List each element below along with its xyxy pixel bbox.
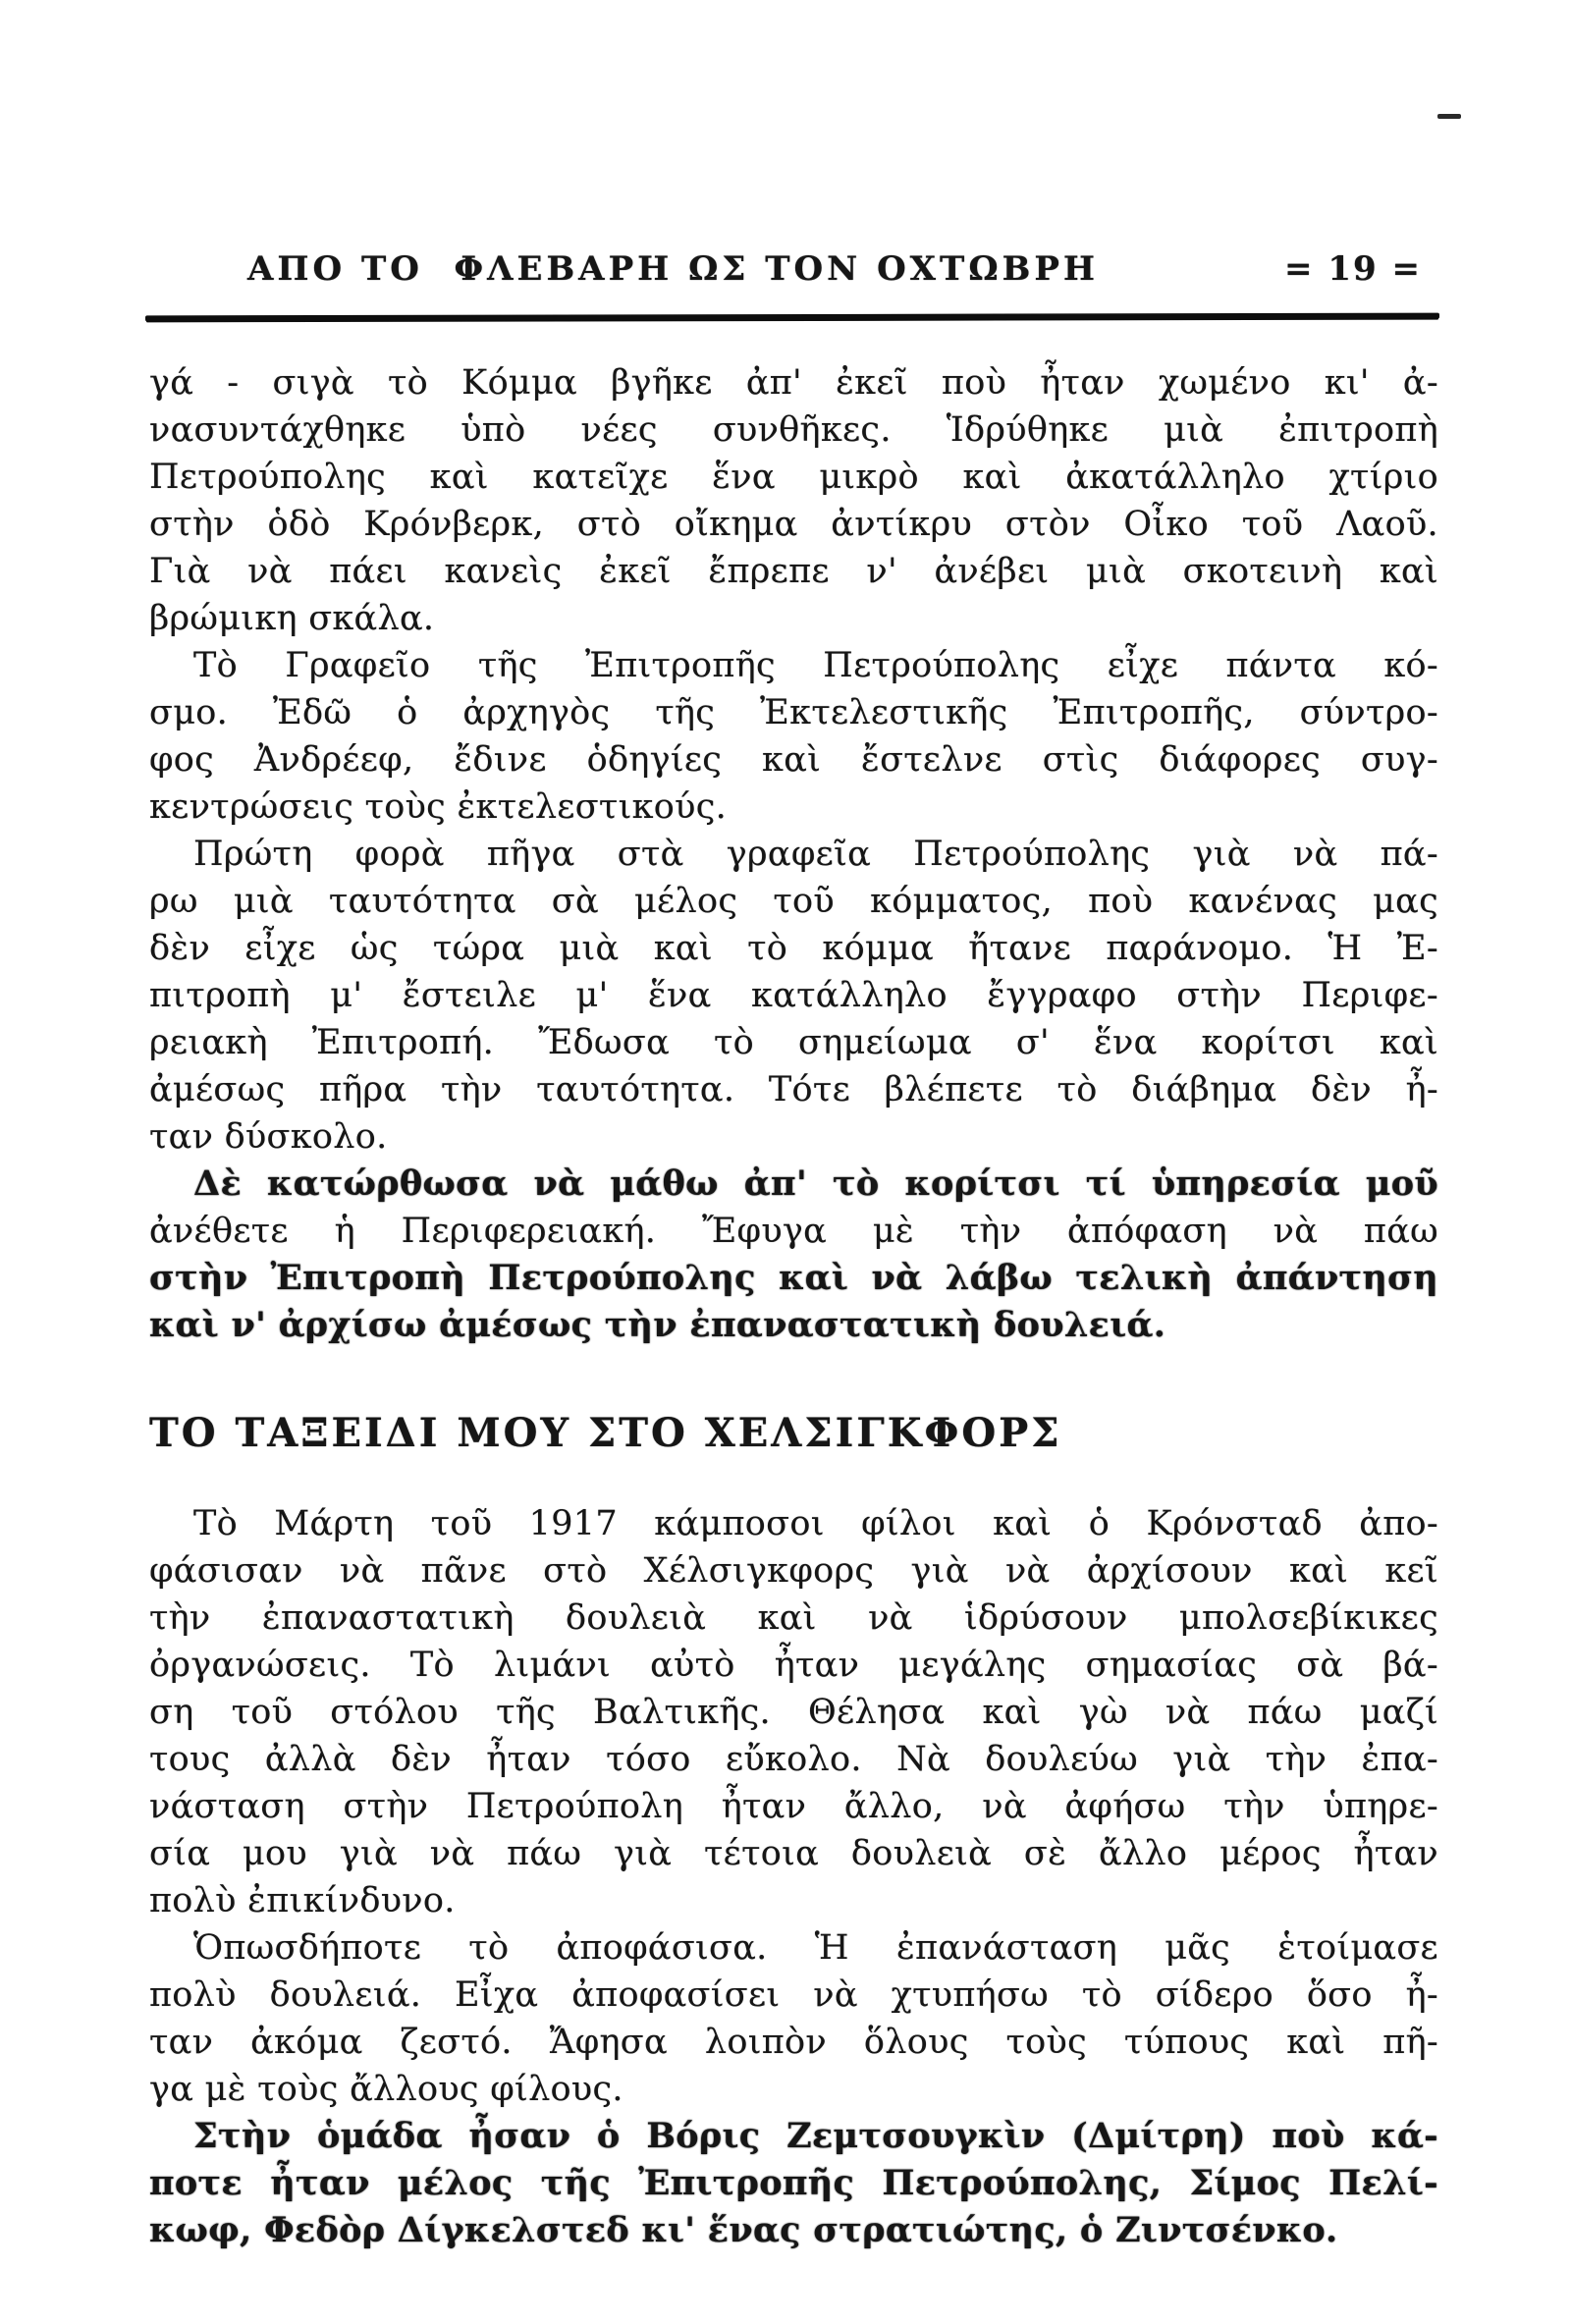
header-rule [145, 313, 1439, 322]
text-line: στὴν Ἐπιτροπὴ Πετρούπολης καὶ νὰ λάβω τελικὴ ἀπάντηση [149, 1258, 1438, 1298]
paragraph [149, 831, 1438, 1161]
text-line: ταν ἀκόμα ζεστό. Ἄφησα λοιπὸν ὅλους τοὺς τύπους καὶ πῆ- [149, 2023, 1438, 2062]
text-line: ταν δύσκολο. [149, 1117, 388, 1157]
text-line: Γιὰ νὰ πάει κανεὶς ἐκεῖ ἔπρεπε ν' ἀνέβει μιὰ σκοτεινὴ καὶ [149, 552, 1438, 591]
body-text [149, 359, 1438, 2254]
text-line: νάσταση στὴν Πετρούπολη ἦταν ἄλλο, νὰ ἀφήσω τὴν ὑπηρε- [149, 1787, 1438, 1826]
paragraph [149, 1161, 1438, 1349]
text-line: πολὺ δουλειά. Εἶχα ἀποφασίσει νὰ χτυπήσω τὸ σίδερο ὅσο ἦ- [149, 1975, 1438, 2015]
section-heading: ΤΟ ΤΑΞΕΙΔΙ ΜΟΥ ΣΤΟ ΧΕΛΣΙΓΚΦΟΡΣ [149, 1410, 1062, 1456]
text-line: ρω μιὰ ταυτότητα σὰ μέλος τοῦ κόμματος, ποὺ κανένας μας [149, 882, 1438, 921]
text-line: Τὸ Γραφεῖο τῆς Ἐπιτροπῆς Πετρούπολης εἶχε πάντα κό- [193, 646, 1438, 685]
text-line: στὴν ὁδὸ Κρόνβερκ, στὸ οἴκημα ἀντίκρυ στὸν Οἶκο τοῦ Λαοῦ. [149, 505, 1438, 544]
page-number: = 19 = [1284, 249, 1422, 289]
paragraphs-before-heading [149, 359, 1438, 1349]
text-line: Ὁπωσδήποτε τὸ ἀποφάσισα. Ἡ ἐπανάσταση μᾶς ἑτοίμασε [193, 1928, 1438, 1968]
text-line: γα μὲ τοὺς ἄλλους φίλους. [149, 2070, 623, 2109]
text-line: πολὺ ἐπικίνδυνο. [149, 1881, 456, 1920]
text-line: κωφ, Φεδὸρ Δίγκελστεδ κι' ἕνας στρατιώτης, ὁ Ζιντσένκο. [149, 2210, 1338, 2250]
paragraph [149, 1500, 1438, 1924]
text-line: σμο. Ἐδῶ ὁ ἀρχηγὸς τῆς Ἐκτελεστικῆς Ἐπιτροπῆς, σύντρο- [149, 693, 1438, 732]
text-line: σία μου γιὰ νὰ πάω γιὰ τέτοια δουλειὰ σὲ ἄλλο μέρος ἦταν [149, 1834, 1438, 1873]
scan-speck [1437, 114, 1461, 119]
text-line: τους ἀλλὰ δὲν ἦταν τόσο εὔκολο. Νὰ δουλεύω γιὰ τὴν ἐπα- [149, 1740, 1438, 1779]
text-line: βρώμικη σκάλα. [149, 599, 435, 638]
paragraph [149, 2113, 1438, 2254]
paragraph [149, 359, 1438, 642]
text-line: ση τοῦ στόλου τῆς Βαλτικῆς. Θέλησα καὶ γὼ νὰ πάω μαζί [149, 1693, 1438, 1732]
paragraphs-after-heading [149, 1500, 1438, 2254]
text-line: Δὲ κατώρθωσα νὰ μάθω ἀπ' τὸ κορίτσι τί ὑπηρεσία μοῦ [193, 1163, 1438, 1204]
text-line: ἀνέθετε ἡ Περιφερειακή. Ἔφυγα μὲ τὴν ἀπόφαση νὰ πάω [149, 1212, 1438, 1251]
text-line: φος Ἀνδρέεφ, ἔδινε ὁδηγίες καὶ ἔστελνε στὶς διάφορες συγ- [149, 740, 1438, 780]
text-line: δὲν εἶχε ὡς τώρα μιὰ καὶ τὸ κόμμα ἤτανε παράνομο. Ἡ Ἐ- [149, 929, 1438, 968]
running-header [247, 249, 1422, 289]
paragraph [149, 642, 1438, 831]
text-line: νασυντάχθηκε ὑπὸ νέες συνθῆκες. Ἱδρύθηκε μιὰ ἐπιτροπὴ [149, 410, 1438, 450]
text-line: ρειακὴ Ἐπιτροπή. Ἔδωσα τὸ σημείωμα σ' ἕνα κορίτσι καὶ [149, 1023, 1438, 1062]
text-line: Πετρούπολης καὶ κατεῖχε ἕνα μικρὸ καὶ ἀκατάλληλο χτίριο [149, 458, 1438, 497]
text-line: καὶ ν' ἀρχίσω ἀμέσως τὴν ἐπαναστατικὴ δουλειά. [149, 1305, 1166, 1345]
text-line: ποτε ἦταν μέλος τῆς Ἐπιτροπῆς Πετρούπολης, Σίμος Πελί- [149, 2163, 1438, 2203]
text-line: γά - σιγὰ τὸ Κόμμα βγῆκε ἀπ' ἐκεῖ ποὺ ἦταν χωμένο κι' ἀ- [149, 363, 1438, 403]
text-line: Στὴν ὁμάδα ἦσαν ὁ Βόρις Ζεμτσουγκὶν (Δμίτρη) ποὺ κά- [193, 2116, 1438, 2156]
text-line: ἀμέσως πῆρα τὴν ταυτότητα. Τότε βλέπετε τὸ διάβημα δὲν ἦ- [149, 1070, 1438, 1109]
chapter-title: ΑΠΟ ΤΟ ΦΛΕΒΑΡΗ ΩΣ ΤΟΝ ΟΧΤΩΒΡΗ [247, 249, 1100, 289]
text-line: κεντρώσεις τοὺς ἐκτελεστικούς. [149, 787, 728, 827]
paragraph [149, 1924, 1438, 2113]
text-line: πιτροπὴ μ' ἔστειλε μ' ἕνα κατάλληλο ἔγγραφο στὴν Περιφε- [149, 976, 1438, 1015]
text-line: τὴν ἐπαναστατικὴ δουλειὰ καὶ νὰ ἱδρύσουν μπολσεβίκικες [149, 1598, 1438, 1638]
text-line: Τὸ Μάρτη τοῦ 1917 κάμποσοι φίλοι καὶ ὁ Κρόνσταδ ἀπο- [193, 1504, 1438, 1543]
text-line: φάσισαν νὰ πᾶνε στὸ Χέλσιγκφορς γιὰ νὰ ἀρχίσουν καὶ κεῖ [149, 1551, 1438, 1591]
text-line: ὀργανώσεις. Τὸ λιμάνι αὐτὸ ἦταν μεγάλης σημασίας σὰ βά- [149, 1646, 1438, 1685]
text-line: Πρώτη φορὰ πῆγα στὰ γραφεῖα Πετρούπολης γιὰ νὰ πά- [193, 835, 1438, 874]
